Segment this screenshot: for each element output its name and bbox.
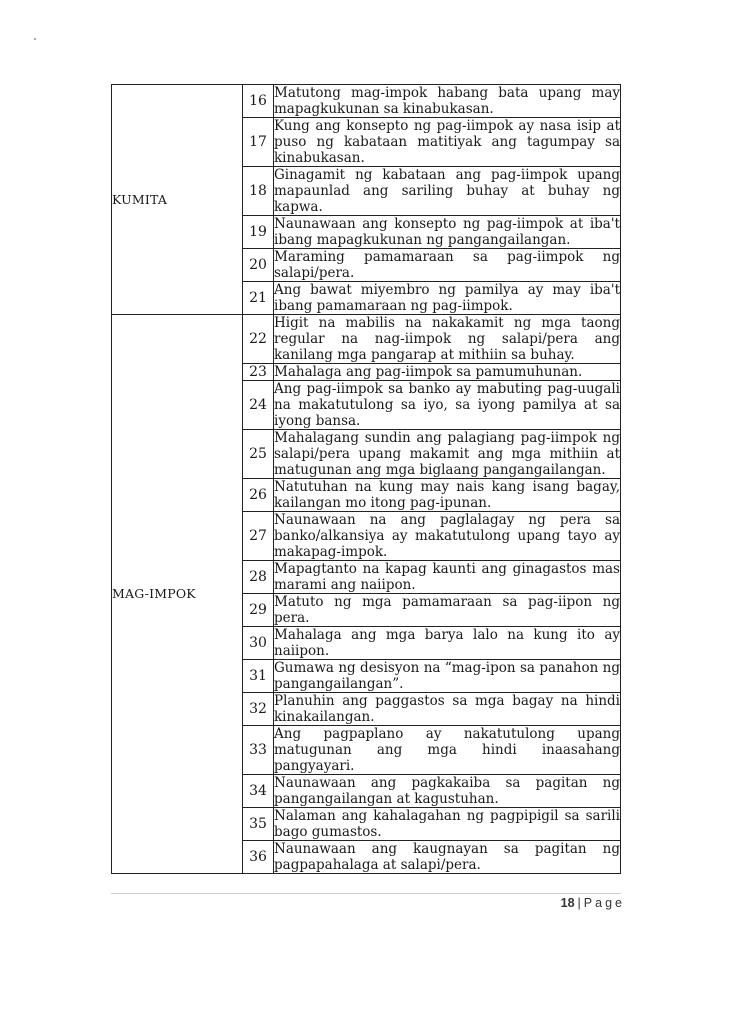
item-text: Naunawaan ang kaugnayan sa pagitan ng pagpapahalaga at salapi/pera. xyxy=(274,841,620,873)
item-number: 21 xyxy=(243,282,274,315)
item-text-cell xyxy=(274,808,621,841)
item-text-cell xyxy=(274,841,621,874)
item-number: 26 xyxy=(243,479,274,512)
item-number: 20 xyxy=(243,249,274,282)
item-text-cell xyxy=(274,167,621,216)
item-number: 16 xyxy=(243,85,274,118)
item-text: Kung ang konsepto ng pag-iimpok ay nasa isip at puso ng kabataan matitiyak ang tagumpay sa kinabukasan. xyxy=(274,118,620,166)
item-text-cell xyxy=(274,726,621,775)
item-text-cell xyxy=(274,627,621,660)
footer-rule xyxy=(111,893,621,894)
item-number: 24 xyxy=(243,381,274,430)
item-text-cell xyxy=(274,693,621,726)
item-text-cell xyxy=(274,775,621,808)
item-text-cell xyxy=(274,479,621,512)
item-text: Ginagamit ng kabataan ang pag-iimpok upang mapaunlad ang sariling buhay at buhay ng kapwa. xyxy=(274,167,620,215)
item-text-cell xyxy=(274,85,621,118)
item-text: Mapagtanto na kapag kaunti ang ginagastos mas marami ang naiipon. xyxy=(274,561,620,593)
item-text-cell xyxy=(274,216,621,249)
item-text: Matutong mag-impok habang bata upang may mapagkukunan sa kinabukasan. xyxy=(274,85,620,117)
item-text: Higit na mabilis na nakakamit ng mga taong regular na nag-iimpok ng salapi/pera ang kanilang mga pangarap at mithiin sa buhay. xyxy=(274,315,620,363)
item-number: 23 xyxy=(243,364,274,381)
item-text: Matuto ng mga pamamaraan sa pag-iipon ng pera. xyxy=(274,594,620,626)
item-number: 28 xyxy=(243,561,274,594)
competency-table xyxy=(111,84,621,874)
scan-speck xyxy=(34,38,36,40)
item-number: 19 xyxy=(243,216,274,249)
item-text: Nalaman ang kahalagahan ng pagpipigil sa sarili bago gumastos. xyxy=(274,808,620,840)
item-text: Ang pagpaplano ay nakatutulong upang matugunan ang mga hindi inaasahang pangyayari. xyxy=(274,726,620,774)
item-number: 30 xyxy=(243,627,274,660)
page-number: 18 xyxy=(560,896,575,910)
item-text-cell xyxy=(274,512,621,561)
footer-separator: | xyxy=(577,896,581,910)
item-number: 35 xyxy=(243,808,274,841)
item-text: Mahalagang sundin ang palagiang pag-iimpok ng salapi/pera upang makamit ang mga mithiin at matugunan ang mga biglaang pangangailangan. xyxy=(274,430,620,478)
item-number: 27 xyxy=(243,512,274,561)
item-number: 25 xyxy=(243,430,274,479)
item-text-cell xyxy=(274,118,621,167)
item-text: Mahalaga ang pag-iimpok sa pamumuhunan. xyxy=(274,364,583,380)
item-number: 33 xyxy=(243,726,274,775)
item-text: Naunawaan ang konsepto ng pag-iimpok at iba't ibang mapagkukunan ng pangangailangan. xyxy=(274,216,620,248)
item-number: 18 xyxy=(243,167,274,216)
item-text: Maraming pamamaraan sa pag-iimpok ng salapi/pera. xyxy=(274,249,620,281)
item-text-cell xyxy=(274,282,621,315)
item-text: Mahalaga ang mga barya lalo na kung ito ay naiipon. xyxy=(274,627,620,659)
item-text-cell xyxy=(274,364,621,381)
item-text-cell xyxy=(274,660,621,693)
item-text-cell xyxy=(274,430,621,479)
item-text-cell xyxy=(274,381,621,430)
item-number: 36 xyxy=(243,841,274,874)
category-cell: MAG-IMPOK xyxy=(112,315,243,874)
item-text-cell xyxy=(274,249,621,282)
item-text: Ang bawat miyembro ng pamilya ay may iba't ibang pamamaraan ng pag-iimpok. xyxy=(274,282,620,314)
page-footer xyxy=(561,896,625,910)
item-text: Planuhin ang paggastos sa mga bagay na hindi kinakailangan. xyxy=(274,693,620,725)
item-text: Gumawa ng desisyon na “mag-ipon sa panahon ng pangangailangan”. xyxy=(274,660,620,692)
table-row xyxy=(112,315,621,364)
page-label: Page xyxy=(583,896,625,910)
item-text-cell xyxy=(274,315,621,364)
item-number: 34 xyxy=(243,775,274,808)
item-number: 22 xyxy=(243,315,274,364)
item-number: 17 xyxy=(243,118,274,167)
item-text-cell xyxy=(274,594,621,627)
item-number: 29 xyxy=(243,594,274,627)
item-text-cell xyxy=(274,561,621,594)
item-text: Natutuhan na kung may nais kang isang bagay, kailangan mo itong pag-ipunan. xyxy=(274,479,620,511)
item-text: Ang pag-iimpok sa banko ay mabuting pag-uugali na makatutulong sa iyo, sa iyong pamilya at sa iyong bansa. xyxy=(274,381,620,429)
table-body xyxy=(112,85,621,874)
item-number: 31 xyxy=(243,660,274,693)
table-row xyxy=(112,85,621,118)
item-number: 32 xyxy=(243,693,274,726)
item-text: Naunawaan na ang paglalagay ng pera sa banko/alkansiya ay makatutulong upang tayo ay makapag-impok. xyxy=(274,512,620,560)
item-text: Naunawaan ang pagkakaiba sa pagitan ng pangangailangan at kagustuhan. xyxy=(274,775,620,807)
category-cell: KUMITA xyxy=(112,85,243,315)
